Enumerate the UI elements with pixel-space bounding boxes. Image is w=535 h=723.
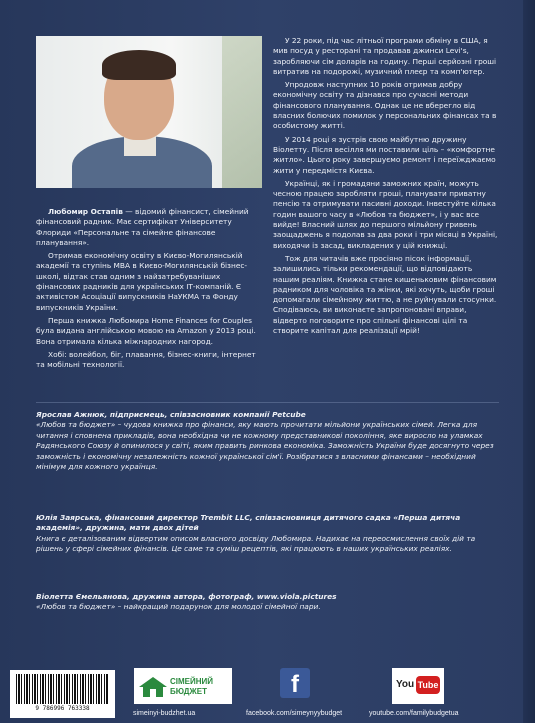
cover-edge	[523, 0, 535, 723]
review-text: Книга є деталізованим відвертим описом власного досвіду Любомира. Надихає на переосмислення своїх дій та рішень у сфері сімейних фінансів. Це саме та суміш рецептів, які працюють в наших українських реаліях.	[36, 533, 476, 554]
review-1	[36, 410, 502, 472]
story-paragraph: Упродовж наступних 10 років отримав добру економічну освіту та дізнався про сучасні методи фінансового планування. Однак це не вберегло від власних болючих помилок у персональних фінансах та в особистому житті.	[273, 80, 497, 131]
bio-paragraph: Отримав економічну освіту в Києво-Могилянській академії та ступінь МВА в Києво-Могилянській бізнес-школі, відтак став одним з найзатребуваніших фінансових радників для українських ІТ-компаній. Є активістом Асоціації випускників НаУКМА та Фонду випускників України.	[36, 251, 248, 312]
author-story	[273, 36, 499, 339]
review-2	[36, 513, 502, 555]
family-budget-logo[interactable]	[134, 668, 232, 704]
story-paragraph: У 2014 році я зустрів свою майбутню дружину Віолетту. Після весілля ми поставили ціль – «комфортне житло». Цього року завершуємо ремонт і переїжджаємо жити у передмістя Києва.	[273, 134, 496, 175]
review-text: «Любов та бюджет» – чудова книжка про фінанси, яку мають прочитати мільйони українських сімей. Легка для читання і сповнена прикладів, вона необхідна чи не кожному представникові покоління, яке виросло на уламках Радянського Союзу й опинилося у світі, яким править ринкова економіка. Заможність України буде досягнуто через заможність і економічну незалежність кожної української сім'ї. Розібратися з власними фінансами – необхідний мінімум для кожного українця.	[36, 420, 494, 472]
barcode-bars	[16, 674, 109, 704]
review-3	[36, 592, 502, 613]
reviewer-name: Ярослав Ажнюк, підприємець, співзасновник компанії Petcube	[36, 410, 306, 419]
photo-background-plant	[222, 36, 262, 188]
author-bio	[36, 207, 264, 373]
logo-text-line2: БЮДЖЕТ	[170, 687, 207, 696]
reviewer-name: Віолетта Ємельянова, дружина автора, фотограф, www.viola.pictures	[36, 592, 337, 601]
reviewer-name: Юлія Заярська, фінансовий директор Trembit LLC, співзасновниця дитячого садка «Перша дитяча академія», дружина, мати двох дітей	[36, 513, 461, 533]
story-paragraph: У 22 роки, під час літньої програми обміну в США, я мив посуд у ресторані та продавав джинси Levi's, заробляючи сім доларів на годину. Перші серйозні гроші витратив на подорожі, музичний плеєр та комп'ютер.	[273, 36, 497, 76]
youtube-tube-text: Tube	[416, 676, 440, 694]
photo-person-hair	[102, 50, 176, 80]
facebook-url[interactable]: facebook.com/simeynyybudget	[246, 710, 343, 717]
youtube-icon[interactable]	[392, 668, 444, 704]
story-paragraph: Тож для читачів вже просіяно пісок інформації, залишились тільки рекомендації, що відповідають нашим реаліям. Книжка стане кишеньковим фінансовим радником для чоловіка та жінки, які хочуть, щоби гроші допомагали сімейному життю, а не руйнували стосунки. Сподіваюсь, ви виконаєте запропоновані вправи, відверто поговорите про спільні фінансові цілі та створите капітал для реалізації мрій!	[273, 253, 497, 336]
review-text: «Любов та бюджет» – найкращий подарунок для молодої сімейної пари.	[36, 602, 321, 612]
isbn-number: 9 786996 763338	[35, 705, 90, 712]
isbn-barcode	[10, 670, 115, 718]
section-divider	[36, 402, 499, 403]
logo-text-line1: СІМЕЙНИЙ	[170, 677, 214, 686]
site-url[interactable]: simeinyi-budzhet.ua	[133, 710, 196, 717]
story-paragraph: Українці, як і громадяни заможних країн, можуть чесною працею заробляти гроші, планувати приватну пенсію та отримувати пасивні доходи. Інвестуйте кілька годин вашого часу в «Любов та бюджет», і у вас все вийде! Власний шлях до першого мільйону гривень заощаджень я подолав за два роки і три місяці в Україні, виходячи із засад, викладених у цій книжці.	[273, 178, 498, 250]
bio-paragraph: Перша книжка Любомира Home Finances for Couples була видана англійською мовою на Amazon у 2013 році. Вона отримала кілька міжнародних нагород.	[36, 315, 256, 346]
youtube-url[interactable]: youtube.com/familybudgetua	[369, 710, 459, 717]
youtube-you-text: You	[396, 679, 415, 690]
house-logo-icon	[138, 676, 168, 698]
bio-paragraph: Хобі: волейбол, біг, плавання, бізнес-книги, інтернет та мобільні технології.	[36, 349, 256, 370]
author-name: Любомир Остапів	[48, 207, 123, 216]
facebook-icon[interactable]: f	[280, 668, 310, 698]
author-photo	[36, 36, 262, 188]
bio-intro: — відомий фінансист, сімейний фінансовий радник. Має сертифікат Університету Флориди «Персональне та сімейне фінансове планування».	[36, 207, 249, 247]
